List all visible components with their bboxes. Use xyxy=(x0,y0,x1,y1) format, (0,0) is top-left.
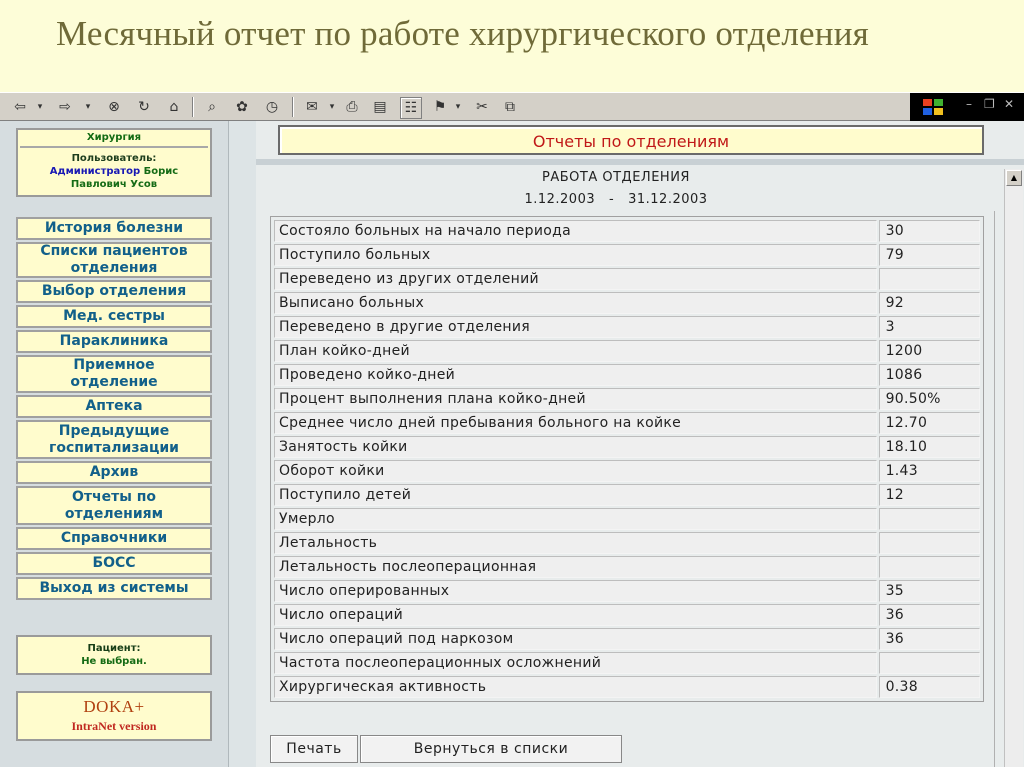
nav-item-choose-department[interactable]: Выбор отделения xyxy=(16,280,212,303)
close-icon[interactable]: ✕ xyxy=(1004,97,1015,111)
table-row xyxy=(274,652,980,674)
row-label: Летальность послеоперационная xyxy=(274,556,877,578)
toolbar-separator xyxy=(292,97,294,117)
slide-title-bar xyxy=(0,0,1024,92)
row-label: Среднее число дней пребывания больного на койке xyxy=(274,412,877,434)
section-header-title: Отчеты по отделениям xyxy=(532,132,730,151)
user-name-rest: Павлович Усов xyxy=(70,179,158,190)
table-row xyxy=(274,340,980,362)
back-arrow-icon[interactable]: ⇦ xyxy=(14,99,26,115)
row-label: Переведено из других отделений xyxy=(274,268,877,290)
row-value xyxy=(879,268,980,290)
app-window xyxy=(0,121,1024,767)
nav-item-previous-hospitalizations[interactable]: Предыдущие госпитализации xyxy=(16,420,212,459)
forward-arrow-icon[interactable]: ⇨ xyxy=(59,99,71,115)
logo-box xyxy=(16,691,212,741)
row-value: 1086 xyxy=(879,364,980,386)
nav-item-logout[interactable]: Выход из системы xyxy=(16,577,212,600)
table-row xyxy=(274,364,980,386)
row-label: Поступило детей xyxy=(274,484,877,506)
table-row xyxy=(274,532,980,554)
refresh-icon[interactable]: ↻ xyxy=(138,99,150,115)
row-value xyxy=(879,532,980,554)
table-row xyxy=(274,292,980,314)
row-label: Частота послеоперационных осложнений xyxy=(274,652,877,674)
row-label: Число операций xyxy=(274,604,877,626)
messenger-icon[interactable]: ⚑ xyxy=(433,99,447,115)
chevron-down-icon[interactable]: ▾ xyxy=(455,102,461,112)
content-area xyxy=(256,121,1024,767)
row-value: 1.43 xyxy=(879,460,980,482)
nav-item-case-history[interactable]: История болезни xyxy=(16,217,212,240)
history-icon[interactable]: ◷ xyxy=(265,99,279,115)
browser-toolbar xyxy=(0,92,1024,121)
row-value: 30 xyxy=(879,220,980,242)
row-label: Число операций под наркозом xyxy=(274,628,877,650)
nav-item-boss[interactable]: БОСС xyxy=(16,552,212,575)
slide-title: Месячный отчет по работе хирургического отделения xyxy=(56,14,869,53)
table-row xyxy=(274,676,980,698)
row-label: Выписано больных xyxy=(274,292,877,314)
frame-separator[interactable] xyxy=(228,121,257,767)
table-row xyxy=(274,580,980,602)
table-row xyxy=(274,388,980,410)
home-icon[interactable]: ⌂ xyxy=(169,99,179,115)
favorites-icon[interactable]: ✿ xyxy=(236,99,248,115)
row-value: 0.38 xyxy=(879,676,980,698)
report-table xyxy=(272,218,982,700)
edit-icon[interactable]: ▤ xyxy=(373,99,387,115)
table-row xyxy=(274,508,980,530)
row-value: 36 xyxy=(879,628,980,650)
row-label: Хирургическая активность xyxy=(274,676,877,698)
row-value xyxy=(879,556,980,578)
left-panel xyxy=(0,121,228,767)
row-label: Переведено в другие отделения xyxy=(274,316,877,338)
frame-border xyxy=(994,211,995,767)
stop-icon[interactable]: ⊗ xyxy=(108,99,120,115)
user-role: Администратор xyxy=(49,166,141,177)
nav-item-pharmacy[interactable]: Аптека xyxy=(16,395,212,418)
row-value: 3 xyxy=(879,316,980,338)
row-label: Занятость койки xyxy=(274,436,877,458)
table-row xyxy=(274,604,980,626)
report-period: 1.12.2003 - 31.12.2003 xyxy=(524,192,708,207)
table-row xyxy=(274,484,980,506)
report-table-container xyxy=(270,216,984,702)
nav-menu xyxy=(16,217,212,602)
row-value: 92 xyxy=(879,292,980,314)
print-button[interactable]: Печать xyxy=(270,735,358,763)
table-row xyxy=(274,436,980,458)
row-value: 18.10 xyxy=(879,436,980,458)
row-label: Число оперированных xyxy=(274,580,877,602)
chevron-down-icon[interactable]: ▾ xyxy=(37,102,43,112)
nav-item-admission[interactable]: Приемное отделение xyxy=(16,355,212,393)
patient-value: Не выбран. xyxy=(81,656,147,667)
table-row xyxy=(274,628,980,650)
row-value xyxy=(879,508,980,530)
table-row xyxy=(274,460,980,482)
row-label: Летальность xyxy=(274,532,877,554)
table-row xyxy=(274,268,980,290)
header-divider xyxy=(256,159,1024,165)
product-logo: DOKA+ xyxy=(83,697,145,716)
row-label: Оборот койки xyxy=(274,460,877,482)
copy-icon[interactable]: ⧉ xyxy=(505,99,515,115)
restore-icon[interactable]: ❐ xyxy=(984,97,995,111)
table-row xyxy=(274,556,980,578)
row-value xyxy=(879,652,980,674)
row-value: 12 xyxy=(879,484,980,506)
section-header xyxy=(278,125,984,155)
nav-item-nurses[interactable]: Мед. сестры xyxy=(16,305,212,328)
nav-item-department-reports[interactable]: Отчеты по отделениям xyxy=(16,486,212,525)
row-label: План койко-дней xyxy=(274,340,877,362)
search-icon[interactable]: ⌕ xyxy=(208,99,216,115)
nav-item-paraclinic[interactable]: Параклиника xyxy=(16,330,212,353)
chevron-down-icon[interactable]: ▾ xyxy=(329,102,335,112)
user-name-first: Борис xyxy=(143,166,179,177)
cut-icon[interactable]: ✂ xyxy=(476,99,488,115)
user-info-box xyxy=(16,128,212,197)
windows-logo-icon xyxy=(922,98,944,116)
row-value: 1200 xyxy=(879,340,980,362)
user-label: Пользователь: xyxy=(71,153,157,164)
row-value: 79 xyxy=(879,244,980,266)
window-controls-area xyxy=(910,93,1024,121)
product-subtitle: IntraNet version xyxy=(71,719,157,733)
toolbar-separator xyxy=(192,97,194,117)
chevron-down-icon[interactable]: ▾ xyxy=(85,102,91,112)
minimize-icon[interactable]: – xyxy=(966,97,972,111)
row-label: Поступило больных xyxy=(274,244,877,266)
row-label: Проведено койко-дней xyxy=(274,364,877,386)
mail-icon[interactable]: ✉ xyxy=(306,99,318,115)
patient-label: Пациент: xyxy=(87,643,141,654)
row-label: Процент выполнения плана койко-дней xyxy=(274,388,877,410)
row-value: 90.50% xyxy=(879,388,980,410)
row-value: 36 xyxy=(879,604,980,626)
nav-item-archive[interactable]: Архив xyxy=(16,461,212,484)
vertical-scrollbar[interactable] xyxy=(1004,169,1023,767)
table-row xyxy=(274,244,980,266)
table-row xyxy=(274,316,980,338)
row-label: Состояло больных на начало периода xyxy=(274,220,877,242)
table-row xyxy=(274,412,980,434)
row-label: Умерло xyxy=(274,508,877,530)
report-title: РАБОТА ОТДЕЛЕНИЯ xyxy=(542,170,690,185)
nav-item-patient-lists[interactable]: Списки пациентов отделения xyxy=(16,242,212,278)
patient-info-box xyxy=(16,635,212,675)
print-icon[interactable]: ⎙ xyxy=(346,99,358,115)
discuss-icon[interactable]: ☷ xyxy=(400,97,422,119)
department-name: Хирургия xyxy=(20,130,208,148)
scroll-up-icon[interactable]: ▲ xyxy=(1006,170,1022,186)
row-value: 35 xyxy=(879,580,980,602)
back-to-lists-button[interactable]: Вернуться в списки xyxy=(360,735,622,763)
table-row xyxy=(274,220,980,242)
row-value: 12.70 xyxy=(879,412,980,434)
nav-item-reference-books[interactable]: Справочники xyxy=(16,527,212,550)
